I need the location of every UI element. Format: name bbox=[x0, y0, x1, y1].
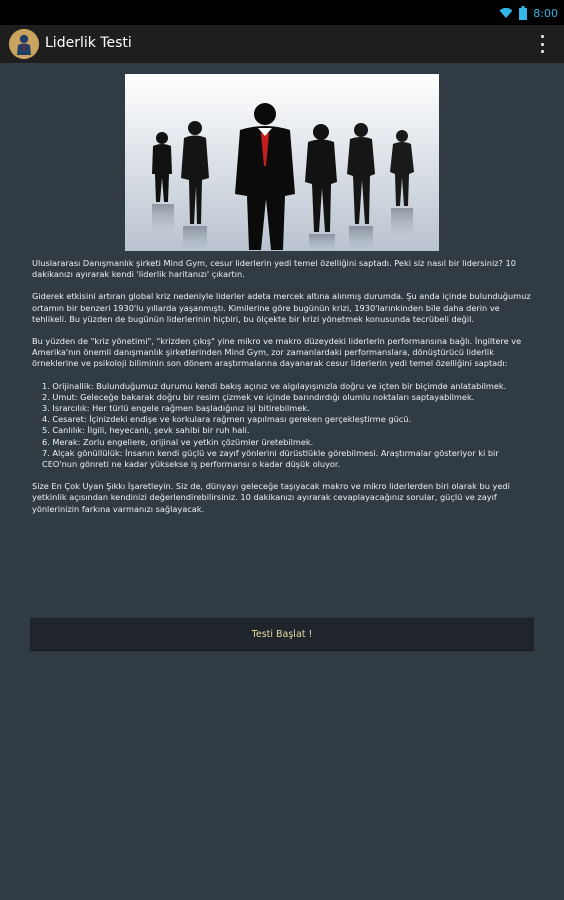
app-title: Liderlik Testi bbox=[45, 35, 132, 51]
list-item: 6. Merak: Zorlu engellere, orijinal ve yetkin çözümler üretebilmek. bbox=[42, 436, 314, 447]
status-time: 8:00 bbox=[533, 6, 558, 20]
list-item: 4. Cesaret: İçinizdeki endişe ve korkulara rağmen yapılması gereken gerçekleştirme gücü. bbox=[42, 414, 412, 425]
battery-icon bbox=[519, 6, 527, 20]
list-item: 3. Israrcılık: Her türlü engele rağmen başladığınız işi bitirebilmek. bbox=[42, 403, 310, 414]
mindgym-paragraph: Bu yüzden de "kriz yönetimi", "krizden çıkış" yine mikro ve makro düzeydeki liderlerin performansına bağlı. İngiltere ve Amerika'nın önemli danışmanlık şirketlerinden Mind Gym, zor zamanlardaki performanslara, dönüştürücü liderlik örneklerine ve psikoloji biliminin son dönem araştırmalarına dayanarak cesur liderlerin yedi temel özelliğini saptadı: bbox=[32, 336, 522, 369]
hero-image bbox=[125, 74, 439, 251]
business-people-silhouettes bbox=[125, 74, 439, 251]
overflow-menu-icon[interactable] bbox=[540, 35, 544, 53]
traits-list bbox=[32, 381, 532, 471]
status-indicators bbox=[499, 5, 558, 21]
list-item: 7. Alçak gönüllülük: İnsanın kendi güçlü ve zayıf yönlerini dürüstlükle görebilmesi. Araştırmalar gösteriyor ki bir CEO'nun gönreti ne kadar yüksekse iş performansı o kadar düşük oluyor. bbox=[42, 447, 499, 470]
wifi-icon bbox=[499, 7, 513, 19]
list-item: 5. Canlılık: İlgili, heyecanlı, şevk sahibi bir ruh hali. bbox=[42, 425, 250, 436]
intro-paragraph: Uluslararası Danışmanlık şirketi Mind Gym, cesur liderlerin yedi temel özelliğini saptadı. Peki siz nasıl bir lidersiniz? 10 dakikanızı ayırarak kendi 'liderlik haritanızı' çıkartın. bbox=[32, 258, 516, 280]
list-item: 2. Umut: Geleceğe bakarak doğru bir resim çizmek ve içinde barındırdığı olumlu noktaları saptayabilmek. bbox=[42, 391, 475, 402]
status-bar bbox=[0, 0, 564, 25]
start-test-button[interactable]: Testi Başlat ! bbox=[30, 617, 534, 651]
leader-silhouette-icon[interactable] bbox=[9, 29, 39, 59]
crisis-paragraph: Giderek etkisini artıran global kriz nedeniyle liderler adeta mercek altına alınmış durumda. Şu anda içinde bulunduğumuz ortamın bir benzeri 1930'lu yıllarda yaşanmıştı. Kimilerine göre bugünün krizi, 1930'larınkinden bile daha derin ve tehlikeli. Bu yüzden de bugünün liderlerinin hiçbiri, bu ölçekte bir krizi yönetmek konusunda tecrübeli değil. bbox=[32, 291, 531, 324]
article-text bbox=[32, 258, 532, 526]
instruction-paragraph: Size En Çok Uyan Şıkkı İşaretleyin. Siz de, dünyayı geleceğe taşıyacak makro ve mikro liderlerden biri olarak bu yedi yetkinlik açısından kendinizi değerlendirebilirsiniz. 10 dakikanızı ayırarak cevaplayacağınız sorular, güçlü ve zayıf yönlerinizin farkına varmanızı sağlayacak. bbox=[32, 481, 510, 514]
list-item: 1. Orijinallik: Bulunduğumuz durumu kendi bakış açınız ve algılayışınızla doğru ve içten bir biçimde anlatabilmek. bbox=[42, 380, 507, 391]
action-bar bbox=[0, 25, 564, 63]
